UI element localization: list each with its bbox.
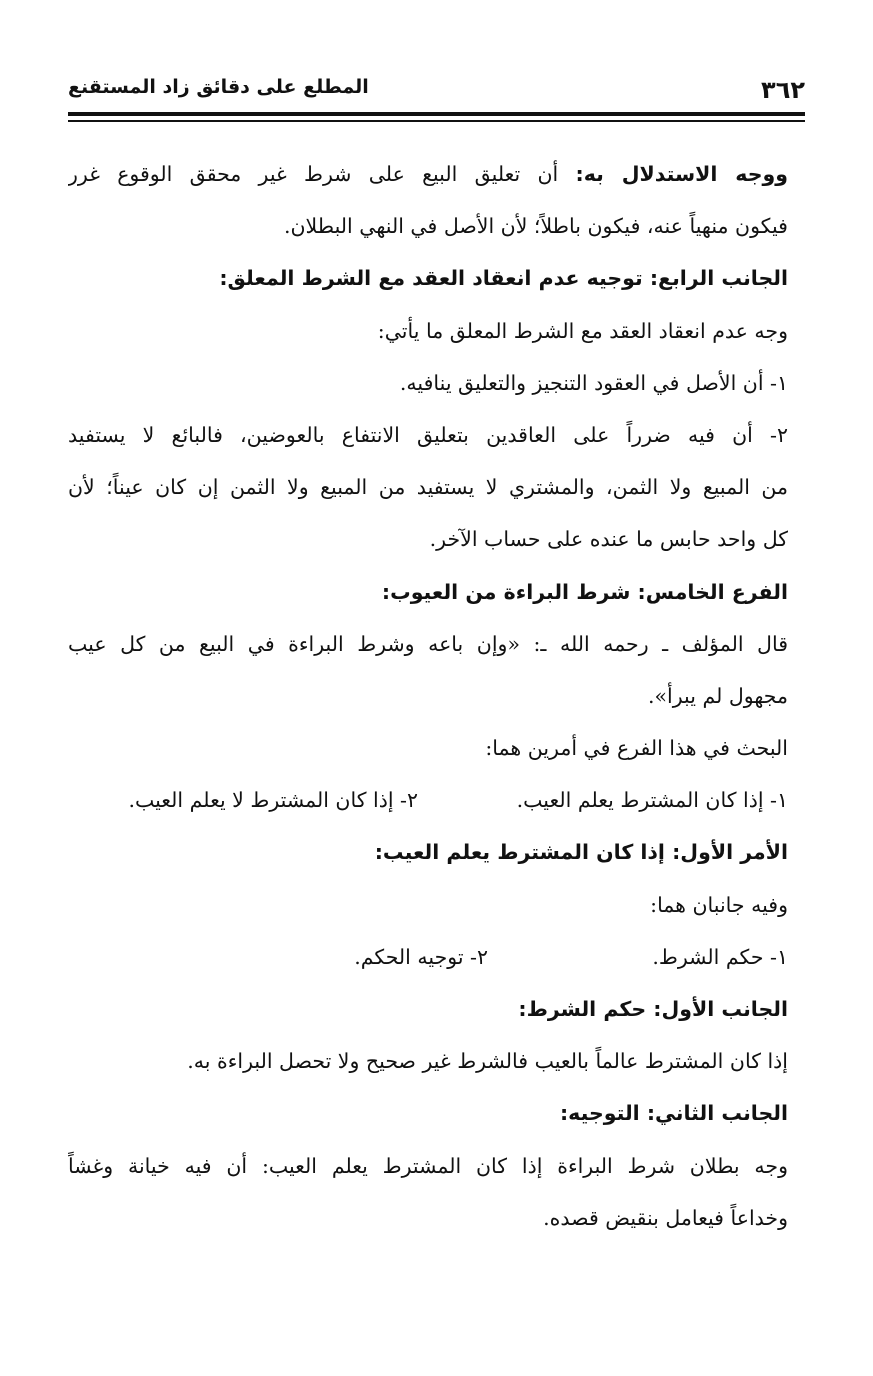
paragraph-line (68, 148, 788, 200)
two-column-list (68, 774, 788, 826)
paragraph-line: من المبيع ولا الثمن، والمشتري لا يستفيد من المبيع ولا الثمن إن كان عيناً؛ لأن (68, 475, 788, 500)
paragraph-line: كل واحد حابس ما عنده على حساب الآخر. (429, 527, 788, 552)
list-item: ٢- توجيه الحكم. (354, 944, 488, 969)
list-item: ١- حكم الشرط. (652, 944, 788, 969)
page-header (68, 70, 805, 110)
list-item: ١- إذا كان المشترط يعلم العيب. (516, 788, 788, 813)
section-heading: الجانب الأول: حكم الشرط: (518, 997, 788, 1021)
section-heading: الفرع الخامس: شرط البراءة من العيوب: (381, 579, 788, 604)
paragraph-line: وجه عدم انعقاد العقد مع الشرط المعلق ما يأتي: (377, 318, 788, 343)
line-text: أن تعليق البيع على شرط غير محقق الوقوع غرر (68, 162, 576, 186)
page-number: ٣٦٢ (761, 76, 805, 104)
section-heading: الجانب الرابع: توجيه عدم انعقاد العقد مع الشرط المعلق: (219, 266, 788, 291)
paragraph-line: وخداعاً فيعامل بنقيض قصده. (543, 1205, 788, 1230)
list-item: ١- أن الأصل في العقود التنجيز والتعليق ينافيه. (399, 370, 788, 395)
header-rule-thick (68, 112, 805, 116)
paragraph-line: وجه بطلان شرط البراءة إذا كان المشترط يعلم العيب: أن فيه خيانة وغشاً (68, 1153, 788, 1178)
inline-heading: ووجه الاستدلال به: (575, 162, 788, 186)
list-item: ٢- إذا كان المشترط لا يعلم العيب. (128, 788, 418, 813)
paragraph-line: وفيه جانبان هما: (650, 892, 788, 917)
header-rule-thin (68, 120, 805, 122)
paragraph-line: فيكون منهياً عنه، فيكون باطلاً؛ لأن الأصل في النهي البطلان. (283, 214, 788, 239)
section-heading: الجانب الثاني: التوجيه: (559, 1101, 788, 1126)
paragraph-line: مجهول لم يبرأ». (647, 683, 788, 708)
paragraph-line: إذا كان المشترط عالماً بالعيب فالشرط غير صحيح ولا تحصل البراءة به. (187, 1049, 788, 1074)
paragraph-line: البحث في هذا الفرع في أمرين هما: (485, 736, 788, 761)
section-heading: الأمر الأول: إذا كان المشترط يعلم العيب: (374, 840, 788, 865)
running-title: المطلع على دقائق زاد المستقنع (68, 76, 369, 98)
paragraph-line: قال المؤلف ـ رحمه الله ـ: «وإن باعه وشرط البراءة في البيع من كل عيب (68, 631, 788, 656)
page-body (68, 148, 788, 1244)
list-item: ٢- أن فيه ضرراً على العاقدين بتعليق الانتفاع بالعوضين، فالبائع لا يستفيد (68, 422, 788, 447)
two-column-list (68, 931, 788, 983)
